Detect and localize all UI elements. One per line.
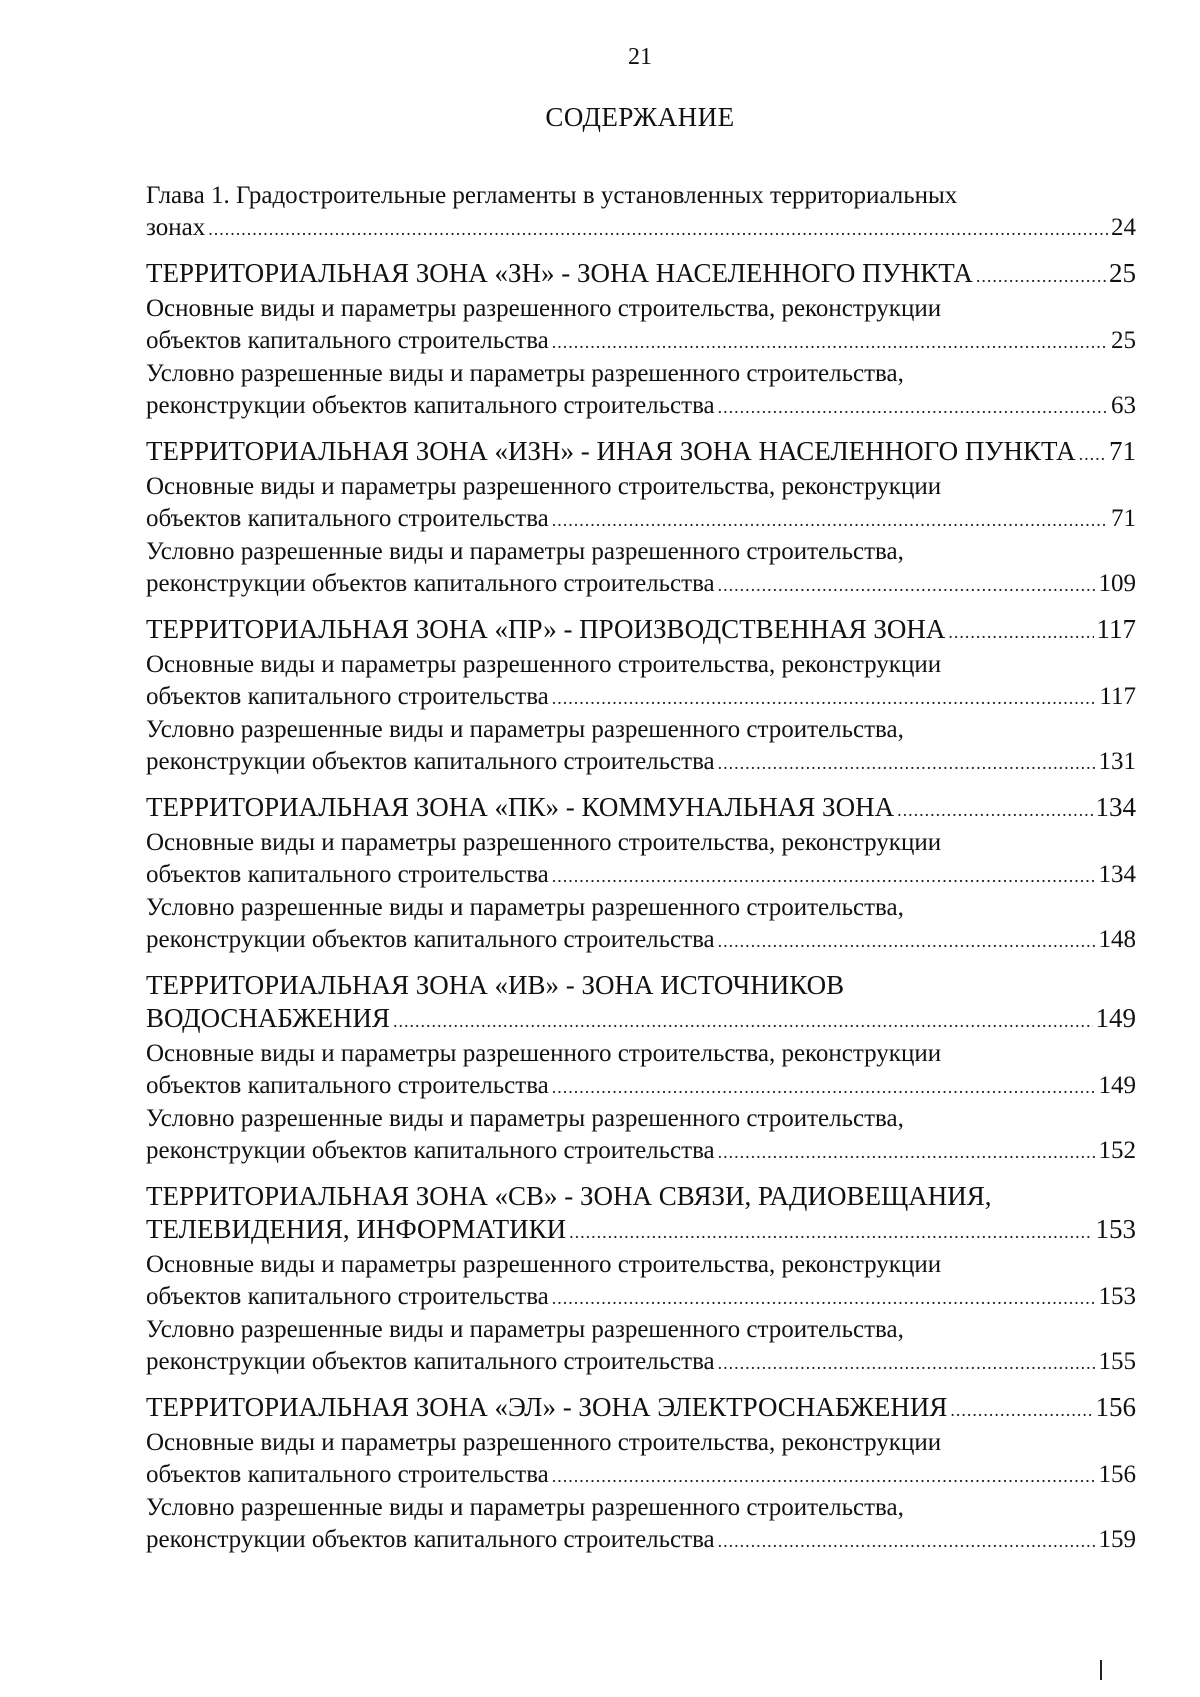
toc-page-number: 63 <box>1111 392 1136 419</box>
toc-entry-title: ТЕРРИТОРИАЛЬНАЯ ЗОНА «ПР» - ПРОИЗВОДСТВЕННАЯ ЗОНА <box>146 614 946 644</box>
dot-leader <box>950 1394 1092 1427</box>
toc-entry-text: Основные виды и параметры разрешенного строительства, реконструкции <box>146 829 942 856</box>
toc-page-number: 25 <box>1109 258 1136 288</box>
toc-subentry[interactable] <box>146 358 1136 423</box>
toc-entry-text: Условно разрешенные виды и параметры разрешенного строительства, <box>146 360 904 387</box>
toc-page-number: 117 <box>1099 683 1136 710</box>
toc-page-number: 71 <box>1111 505 1136 532</box>
toc-page-number: 134 <box>1098 861 1136 888</box>
toc-entry-line <box>146 1070 1136 1103</box>
toc-entry-line <box>146 568 1136 601</box>
toc-page-number: 109 <box>1098 570 1136 597</box>
toc-entry-line <box>146 1281 1136 1314</box>
scan-edge-mark <box>1100 1660 1102 1680</box>
toc-entry-line <box>146 791 1136 827</box>
toc-entry-title: ТЕРРИТОРИАЛЬНАЯ ЗОНА «ИЗН» - ИНАЯ ЗОНА НАСЕЛЕННОГО ПУНКТА <box>146 436 1076 466</box>
dot-leader <box>718 1136 1096 1168</box>
toc-subentry[interactable] <box>146 536 1136 601</box>
toc-page-number: 159 <box>1098 1526 1136 1553</box>
toc-entry-text: Глава 1. Градостроительные регламенты в установленных территориальных <box>146 182 958 209</box>
toc-entry-text: Условно разрешенные виды и параметры разрешенного строительства, <box>146 894 904 921</box>
dot-leader <box>718 569 1096 601</box>
toc-subentry[interactable] <box>146 892 1136 957</box>
toc-subentry[interactable] <box>146 1249 1136 1314</box>
toc-entry-text: Условно разрешенные виды и параметры разрешенного строительства, <box>146 1494 904 1521</box>
toc-subentry[interactable] <box>146 1314 1136 1379</box>
toc-entry-line <box>146 924 1136 957</box>
toc-entry-line <box>146 325 1136 358</box>
dot-leader <box>569 1216 1092 1249</box>
toc-entry-line <box>146 613 1136 649</box>
dot-leader <box>948 616 1093 649</box>
dot-leader <box>552 1071 1096 1103</box>
toc-entry-line <box>146 1524 1136 1557</box>
toc-entry-title: ТЕРРИТОРИАЛЬНАЯ ЗОНА «ЗН» - ЗОНА НАСЕЛЕННОГО ПУНКТА <box>146 258 973 288</box>
toc-entry-title: реконструкции объектов капитального строительства <box>146 926 715 953</box>
toc-page-number: 155 <box>1098 1348 1136 1375</box>
toc-page-number: 134 <box>1095 792 1136 822</box>
toc-entry-line <box>146 1213 1136 1249</box>
toc-entry-text: Основные виды и параметры разрешенного строительства, реконструкции <box>146 473 942 500</box>
toc-entry-text: Основные виды и параметры разрешенного строительства, реконструкции <box>146 295 942 322</box>
toc-entry-text: ТЕРРИТОРИАЛЬНАЯ ЗОНА «ИВ» - ЗОНА ИСТОЧНИКОВ <box>146 970 845 1000</box>
table-of-contents <box>146 180 1136 1557</box>
toc-entry-title: реконструкции объектов капитального строительства <box>146 748 715 775</box>
dot-leader <box>552 326 1108 358</box>
toc-entry-title: реконструкции объектов капитального строительства <box>146 1137 715 1164</box>
toc-page-number: 131 <box>1098 748 1136 775</box>
toc-subentry[interactable] <box>146 827 1136 892</box>
toc-page-number: 149 <box>1098 1072 1136 1099</box>
toc-entry-line <box>146 1002 1136 1038</box>
toc-page-number: 24 <box>1111 214 1136 241</box>
toc-title: СОДЕРЖАНИЕ <box>545 102 735 132</box>
toc-entry-title: объектов капитального строительства <box>146 1072 549 1099</box>
toc-entry-title: объектов капитального строительства <box>146 1283 549 1310</box>
toc-page-number: 152 <box>1098 1137 1136 1164</box>
dot-leader <box>552 682 1097 714</box>
toc-subentry[interactable] <box>146 1492 1136 1557</box>
toc-entry-line <box>146 1391 1136 1427</box>
toc-zone-entry[interactable] <box>146 1180 1136 1249</box>
toc-entry-text: Основные виды и параметры разрешенного строительства, реконструкции <box>146 1040 942 1067</box>
toc-zone-entry[interactable] <box>146 435 1136 471</box>
toc-zone-entry[interactable] <box>146 969 1136 1038</box>
toc-subentry[interactable] <box>146 1103 1136 1168</box>
dot-leader <box>718 1347 1096 1379</box>
dot-leader <box>718 391 1108 423</box>
toc-subentry[interactable] <box>146 649 1136 714</box>
toc-page-number: 156 <box>1095 1392 1136 1422</box>
dot-leader <box>552 860 1096 892</box>
toc-entry-title: ТЕЛЕВИДЕНИЯ, ИНФОРМАТИКИ <box>146 1214 567 1244</box>
toc-entry-line <box>146 503 1136 536</box>
toc-entry-line <box>146 212 1136 245</box>
toc-chapter-entry[interactable] <box>146 180 1136 245</box>
page-number: 21 <box>628 44 652 70</box>
toc-entry-text: Основные виды и параметры разрешенного строительства, реконструкции <box>146 1429 942 1456</box>
toc-subentry[interactable] <box>146 1038 1136 1103</box>
toc-zone-entry[interactable] <box>146 791 1136 827</box>
toc-entry-line <box>146 257 1136 293</box>
dot-leader <box>976 260 1106 293</box>
toc-entry-line <box>146 1459 1136 1492</box>
dot-leader <box>552 1282 1096 1314</box>
dot-leader <box>897 794 1092 827</box>
dot-leader <box>552 504 1108 536</box>
toc-entry-title: зонах <box>146 214 206 241</box>
toc-entry-line <box>146 390 1136 423</box>
toc-subentry[interactable] <box>146 714 1136 779</box>
toc-page-number: 153 <box>1095 1214 1136 1244</box>
toc-entry-title: реконструкции объектов капитального строительства <box>146 570 715 597</box>
toc-page-number: 117 <box>1096 614 1136 644</box>
dot-leader <box>718 747 1096 779</box>
toc-entry-line <box>146 435 1136 471</box>
toc-zone-entry[interactable] <box>146 1391 1136 1427</box>
toc-page-number: 148 <box>1098 926 1136 953</box>
toc-entry-title: реконструкции объектов капитального строительства <box>146 1526 715 1553</box>
toc-entry-title: ВОДОСНАБЖЕНИЯ <box>146 1003 390 1033</box>
toc-subentry[interactable] <box>146 293 1136 358</box>
toc-entry-title: объектов капитального строительства <box>146 327 549 354</box>
toc-entry-title: реконструкции объектов капитального строительства <box>146 392 715 419</box>
toc-entry-title: объектов капитального строительства <box>146 505 549 532</box>
toc-page-number: 25 <box>1111 327 1136 354</box>
toc-entry-title: объектов капитального строительства <box>146 861 549 888</box>
toc-entry-line <box>146 746 1136 779</box>
dot-leader <box>208 213 1108 245</box>
toc-entry-title: объектов капитального строительства <box>146 683 549 710</box>
toc-page-number: 71 <box>1109 436 1136 466</box>
toc-page-number: 149 <box>1095 1003 1136 1033</box>
toc-entry-title: ТЕРРИТОРИАЛЬНАЯ ЗОНА «ЭЛ» - ЗОНА ЭЛЕКТРОСНАБЖЕНИЯ <box>146 1392 948 1422</box>
dot-leader <box>718 1525 1096 1557</box>
toc-subentry[interactable] <box>146 471 1136 536</box>
toc-entry-title: объектов капитального строительства <box>146 1461 549 1488</box>
dot-leader <box>393 1005 1093 1038</box>
toc-page-number: 156 <box>1098 1461 1136 1488</box>
dot-leader <box>552 1460 1096 1492</box>
toc-entry-text: ТЕРРИТОРИАЛЬНАЯ ЗОНА «СВ» - ЗОНА СВЯЗИ, РАДИОВЕЩАНИЯ, <box>146 1181 992 1211</box>
toc-entry-line <box>146 1346 1136 1379</box>
toc-entry-title: ТЕРРИТОРИАЛЬНАЯ ЗОНА «ПК» - КОММУНАЛЬНАЯ ЗОНА <box>146 792 895 822</box>
toc-subentry[interactable] <box>146 1427 1136 1492</box>
toc-entry-text: Условно разрешенные виды и параметры разрешенного строительства, <box>146 1105 904 1132</box>
dot-leader <box>718 925 1096 957</box>
toc-entry-text: Условно разрешенные виды и параметры разрешенного строительства, <box>146 538 904 565</box>
toc-entry-line <box>146 681 1136 714</box>
toc-entry-line <box>146 859 1136 892</box>
toc-entry-text: Основные виды и параметры разрешенного строительства, реконструкции <box>146 651 942 678</box>
toc-zone-entry[interactable] <box>146 613 1136 649</box>
toc-entry-text: Условно разрешенные виды и параметры разрешенного строительства, <box>146 716 904 743</box>
toc-page-number: 153 <box>1098 1283 1136 1310</box>
dot-leader <box>1079 438 1106 471</box>
toc-zone-entry[interactable] <box>146 257 1136 293</box>
toc-entry-text: Основные виды и параметры разрешенного строительства, реконструкции <box>146 1251 942 1278</box>
toc-entry-title: реконструкции объектов капитального строительства <box>146 1348 715 1375</box>
toc-entry-text: Условно разрешенные виды и параметры разрешенного строительства, <box>146 1316 904 1343</box>
toc-entry-line <box>146 1135 1136 1168</box>
